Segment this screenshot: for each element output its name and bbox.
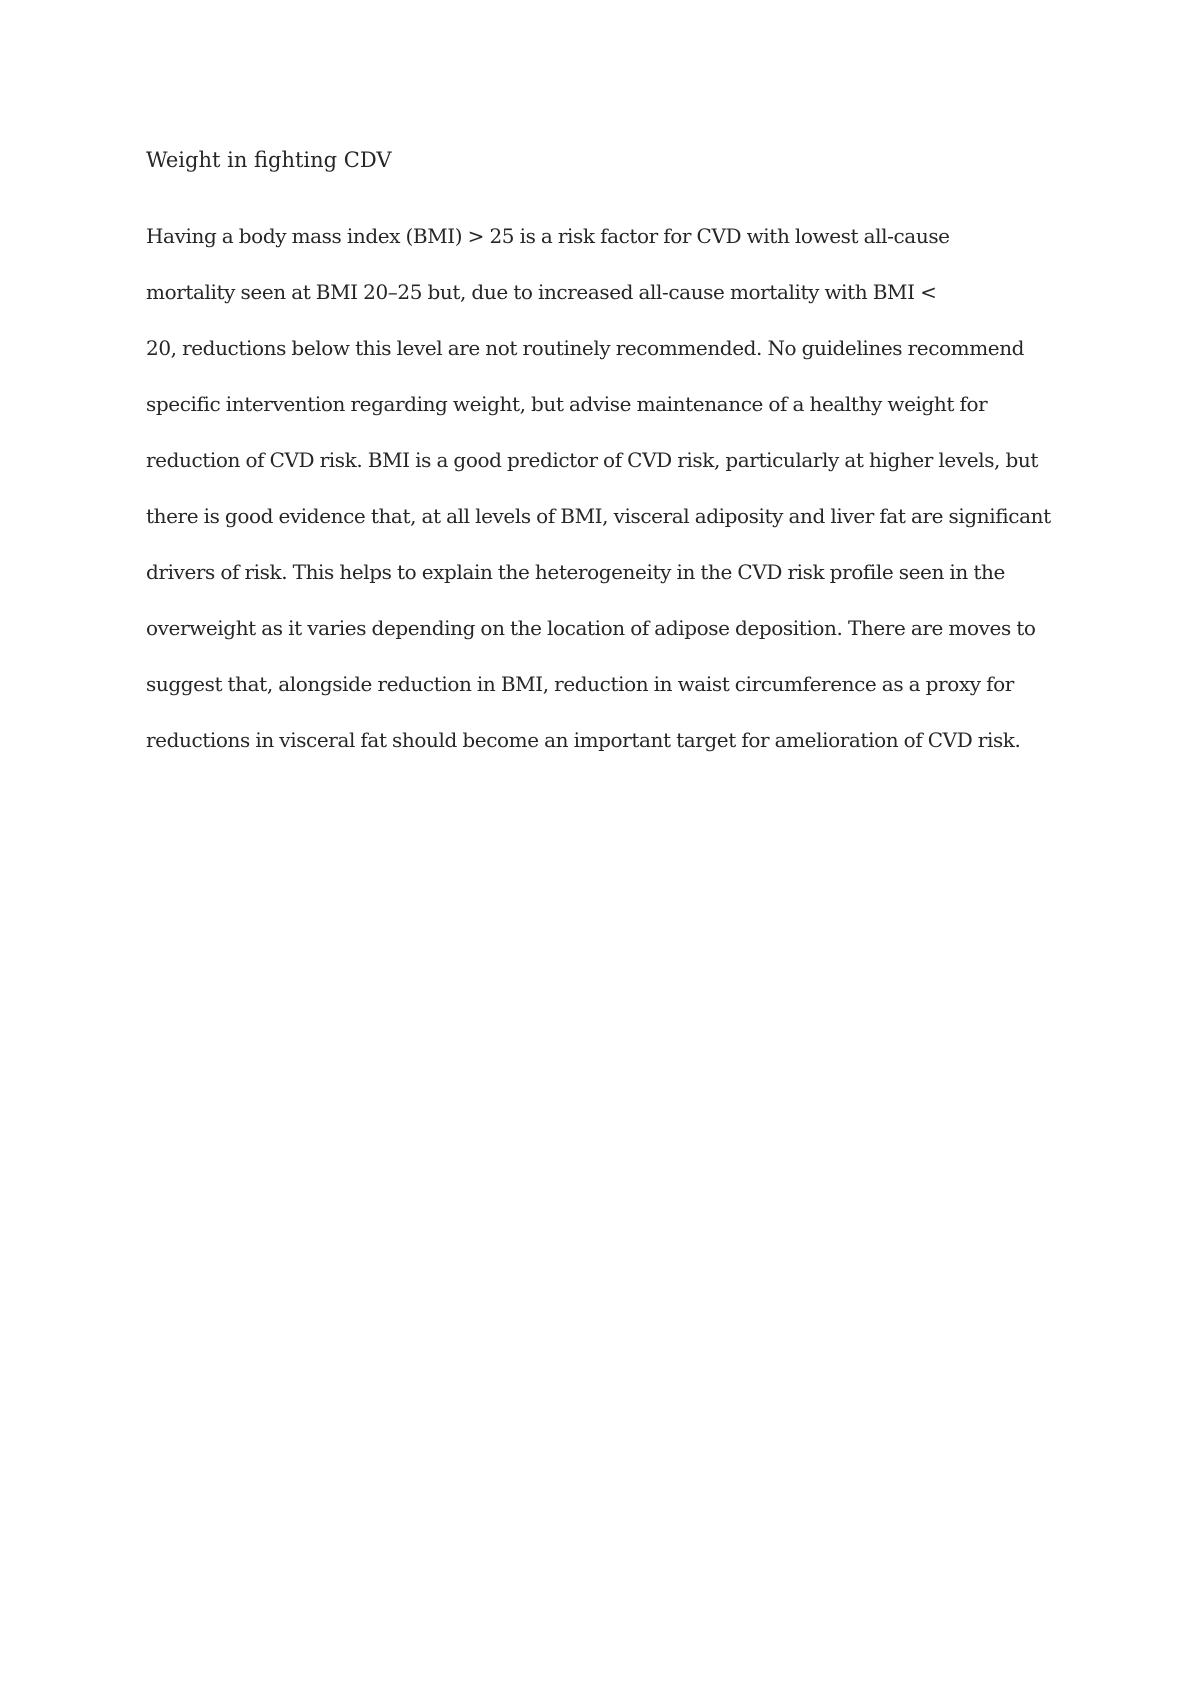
- body-line: reductions in visceral fat should become an important target for amelioration of CVD risk.: [146, 728, 1021, 752]
- body-line: mortality seen at BMI 20–25 but, due to increased all-cause mortality with BMI <: [146, 280, 937, 304]
- body-line: overweight as it varies depending on the location of adipose deposition. There are moves to: [146, 616, 1036, 640]
- body-line: drivers of risk. This helps to explain the heterogeneity in the CVD risk profile seen in the: [146, 560, 1005, 584]
- document-body: [146, 222, 1086, 782]
- body-line: Having a body mass index (BMI) > 25 is a risk factor for CVD with lowest all-cause: [146, 224, 950, 248]
- body-line: reduction of CVD risk. BMI is a good predictor of CVD risk, particularly at higher levels, but: [146, 448, 1038, 472]
- body-line: specific intervention regarding weight, but advise maintenance of a healthy weight for: [146, 392, 988, 416]
- document-title: Weight in fighting CDV: [146, 148, 392, 172]
- body-line: 20, reductions below this level are not routinely recommended. No guidelines recommend: [146, 336, 1025, 360]
- body-line: suggest that, alongside reduction in BMI, reduction in waist circumference as a proxy for: [146, 672, 1014, 696]
- body-line: there is good evidence that, at all levels of BMI, visceral adiposity and liver fat are significant: [146, 504, 1051, 528]
